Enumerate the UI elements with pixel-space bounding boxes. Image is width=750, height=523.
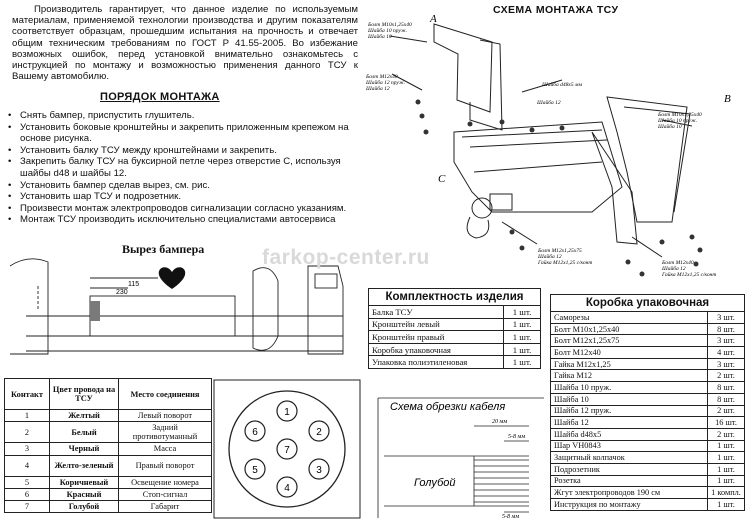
step-item: • Монтаж ТСУ производить исключительно специалистами автосервиса — [6, 214, 361, 226]
table-row: Гайка М12х1,25 3 шт. — [551, 358, 745, 370]
contacts-table — [4, 378, 212, 513]
table-row: Саморезы 3 шт. — [551, 312, 745, 324]
scheme-label: Болт М12х40 — [662, 260, 694, 266]
step-item: • Снять бампер, приспустить глушитель. — [6, 110, 361, 122]
scheme-label: Шайба 12 — [537, 100, 561, 106]
table-row: 4 Желто-зеленый Правый поворот — [5, 455, 212, 476]
scheme-title: СХЕМА МОНТАЖА ТСУ — [493, 4, 619, 16]
step-item: • Установить бампер сделав вырез, см. рис. — [6, 180, 361, 192]
cable-cut-diagram — [374, 396, 549, 520]
scheme-label: Шайба 12 — [366, 86, 390, 92]
pin-label: 4 — [284, 483, 290, 494]
table-row: Коробка упаковочная 1 шт. — [369, 343, 541, 356]
cable-wire-label: Голубой — [414, 477, 456, 489]
pin-label: 2 — [316, 427, 322, 438]
scheme-label: Шайба 12 — [662, 266, 686, 272]
table-row: Шайба 12 пруж. 2 шт. — [551, 405, 745, 417]
scheme-label: Шайба 10 — [658, 124, 682, 130]
contacts-header: Контакт — [5, 379, 50, 410]
cable-dim-mid: 5-8 мм — [508, 434, 526, 440]
table-row: Балка ТСУ 1 шт. — [369, 306, 541, 319]
step-item: • Установить боковые кронштейны и закрепить приложенным крепежом на основе рисунка. — [6, 122, 361, 145]
pin-label: 6 — [252, 427, 258, 438]
table-row: 6 Красный Стоп-сигнал — [5, 488, 212, 500]
table-row: 2 Белый Задний противотуманный — [5, 422, 212, 443]
bumper-cut-title: Вырез бампера — [122, 242, 205, 256]
table-row: Кронштейн левый 1 шт. — [369, 318, 541, 331]
scheme-label: Шайба 10 — [368, 34, 392, 40]
table-row: Шайба 12 16 шт. — [551, 417, 745, 429]
scheme-label: Болт М12х40 — [366, 74, 398, 80]
table-row: Болт М12х40 4 шт. — [551, 347, 745, 359]
cable-dim-top: 20 мм — [492, 419, 508, 425]
callout-letter-b: B — [724, 93, 731, 105]
heart-icon — [159, 267, 186, 289]
contacts-header: Цвет провода на ТСУ — [50, 379, 119, 410]
step-item: • Произвести монтаж электропроводов сигнализации согласно указаниям. — [6, 203, 361, 215]
socket-pinout-diagram — [213, 379, 361, 519]
table-row: Болт М12х1,25х75 3 шт. — [551, 335, 745, 347]
kit-contents-table — [368, 288, 541, 369]
table-row: Кронштейн правый 1 шт. — [369, 331, 541, 344]
scheme-label: Болт М10х1,25х40 — [368, 22, 412, 28]
step-item: • Закрепить балку ТСУ на буксирной петле через отверстие С, используя шайбы d48 и шайбы 12. — [6, 156, 361, 179]
cable-dim-bottom: 5-8 мм — [502, 514, 520, 520]
pin-label: 7 — [284, 445, 290, 456]
table-row: Упаковка полиэтиленовая 1 шт. — [369, 356, 541, 369]
scheme-label: Шайба 12 — [538, 254, 562, 260]
scheme-label: Гайка М12х1,25 с/конт — [662, 272, 717, 278]
pin-label: 5 — [252, 465, 258, 476]
contacts-header: Место соединения — [119, 379, 212, 410]
packing-box-table — [550, 294, 745, 511]
scheme-label: Шайба d48х5 мм — [542, 82, 582, 88]
pack-title: Коробка упаковочная — [551, 295, 745, 312]
table-row: Жгут электропроводов 190 см 1 компл. — [551, 487, 745, 499]
scheme-label: Болт М10х1,25х40 — [658, 112, 702, 118]
table-row: Розетка 1 шт. — [551, 475, 745, 487]
table-row: Шар VH0843 1 шт. — [551, 440, 745, 452]
table-row: Шайба 10 8 шт. — [551, 393, 745, 405]
scheme-label: Шайба 12 пруж. — [366, 80, 406, 86]
step-item: • Установить балку ТСУ между кронштейнами и закрепить. — [6, 145, 361, 157]
table-row: Шайба d48х5 2 шт. — [551, 428, 745, 440]
installation-order-title: ПОРЯДОК МОНТАЖА — [100, 91, 220, 103]
watermark: farkop-center.ru — [262, 246, 430, 269]
table-row: Инструкция по монтажу 1 шт. — [551, 499, 745, 511]
pin-label: 1 — [284, 407, 290, 418]
scheme-label: Болт М12х1,25х75 — [538, 248, 582, 254]
table-row: Подрозетник 1 шт. — [551, 463, 745, 475]
scheme-label: Шайба 10 пруж. — [368, 28, 408, 34]
step-item: • Установить шар ТСУ и подрозетник. — [6, 191, 361, 203]
cable-title: Схема обрезки кабеля — [390, 401, 506, 413]
table-row: Болт М10х1,25х40 8 шт. — [551, 323, 745, 335]
contacts-header-row — [5, 379, 212, 410]
table-row: Гайка М12 2 шт. — [551, 370, 745, 382]
callout-letter-c: C — [438, 173, 446, 185]
kit-title: Комплектность изделия — [369, 289, 541, 306]
bumper-cut-drawing — [8, 256, 353, 366]
warranty-text: Производитель гарантирует, что данное изделие по используемым материалам, применяемой технологии производства и другим показателям соответствует образцам, прошедшим испытания на прочность и отвечает общим техническим требованиям по ГОСТ Р 41.55-2005. Во избежание возможных ошибок, перед установкой внимательно ознакомьтесь с инструкцией по монтажу и возможностью применения данного ТСУ к Вашему автомобилю. — [12, 4, 358, 83]
bumper-dim-115: 115 — [128, 281, 140, 288]
table-row: 5 Коричневый Освещение номера — [5, 476, 212, 488]
table-row: Защитный колпачок 1 шт. — [551, 452, 745, 464]
installation-steps — [6, 110, 361, 226]
table-row: 7 Голубой Габарит — [5, 501, 212, 513]
scheme-label: Шайба 10 пруж. — [658, 118, 698, 124]
bumper-dim-230: 230 — [116, 289, 128, 296]
scheme-label: Гайка М12х1,25 с/конт — [538, 260, 593, 266]
pin-label: 3 — [316, 465, 322, 476]
mounting-scheme-drawing — [362, 12, 748, 282]
table-row: 3 Черный Масса — [5, 443, 212, 455]
table-row: Шайба 10 пруж. 8 шт. — [551, 382, 745, 394]
table-row: 1 Желтый Левый поворот — [5, 410, 212, 422]
callout-letter-a: A — [430, 13, 437, 25]
